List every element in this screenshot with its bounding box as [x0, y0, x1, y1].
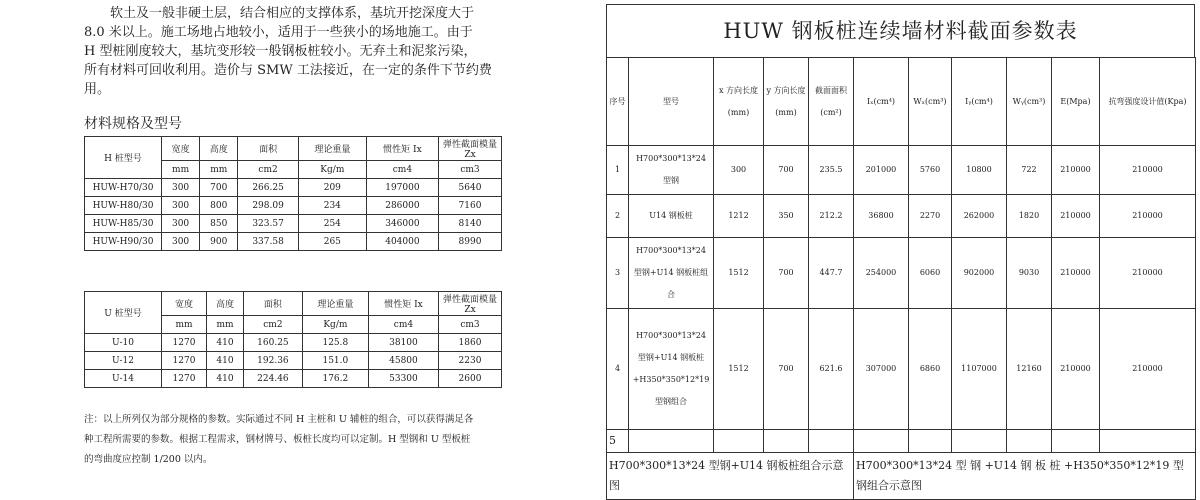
cell: U-10	[85, 334, 162, 352]
doc-title: HUW 钢板桩连续墙材料截面参数表	[606, 4, 1195, 57]
cell: 700	[764, 146, 809, 195]
cell: 323.57	[238, 215, 299, 233]
cell: 1270	[162, 370, 207, 388]
h-unit: mm	[200, 161, 238, 179]
m-head: 序号	[607, 58, 629, 146]
cell: 5640	[439, 179, 502, 197]
cell: 53300	[368, 370, 438, 388]
cell: 234	[298, 197, 366, 215]
cell: 1107000	[952, 309, 1007, 430]
left-page	[84, 0, 509, 470]
u-unit: mm	[206, 316, 243, 334]
u-unit: cm3	[439, 316, 502, 334]
h-head-model: H 桩型号	[85, 137, 162, 179]
cell: 700	[764, 238, 809, 309]
cell: HUW-H90/30	[85, 233, 162, 251]
note-line: 的弯曲度应控制 1/200 以内。	[84, 454, 213, 465]
cell: 254000	[854, 238, 909, 309]
cell: 2	[607, 195, 629, 238]
cell: 1512	[714, 309, 764, 430]
table-row	[607, 195, 1196, 238]
u-unit: cm4	[368, 316, 438, 334]
cell: 265	[298, 233, 366, 251]
cell: 212.2	[809, 195, 854, 238]
h-unit: mm	[162, 161, 200, 179]
cell: 3	[607, 238, 629, 309]
material-table	[606, 57, 1196, 500]
intro-line: 8.0 米以上。施工场地占地较小，适用于一些狭小的场地施工。由于	[84, 25, 473, 40]
cell: 9030	[1007, 238, 1052, 309]
cell	[629, 430, 714, 453]
cell: 6860	[909, 309, 952, 430]
intro-paragraph	[84, 4, 509, 99]
cell: 1820	[1007, 195, 1052, 238]
u-unit: Kg/m	[302, 316, 368, 334]
cell: HUW-H80/30	[85, 197, 162, 215]
table-row	[607, 309, 1196, 430]
m-head: Iₓ(cm⁴)	[854, 58, 909, 146]
cell: 298.09	[238, 197, 299, 215]
cell: 6060	[909, 238, 952, 309]
cell: H700*300*13*24 型钢+U14 钢板桩组合	[629, 238, 714, 309]
cell: 404000	[366, 233, 438, 251]
cell: 346000	[366, 215, 438, 233]
intro-line: H 型桩刚度较大，基坑变形较一般钢板桩较小。无弃土和泥浆污染，	[84, 44, 477, 59]
cell: 176.2	[302, 370, 368, 388]
intro-line: 所有材料可回收利用。造价与 SMW 工法接近，在一定的条件下节约费	[84, 63, 492, 78]
h-unit: Kg/m	[298, 161, 366, 179]
cell: 38100	[368, 334, 438, 352]
cell: 266.25	[238, 179, 299, 197]
cell: 1270	[162, 334, 207, 352]
cell: 197000	[366, 179, 438, 197]
table-row	[607, 146, 1196, 195]
note-line: 注：以上所列仅为部分规格的参数。实际通过不同 H 主桩和 U 辅桩的组合，可以获得满足各	[84, 414, 474, 425]
cell: 337.58	[238, 233, 299, 251]
cell: 210000	[1100, 309, 1196, 430]
cell: 192.36	[244, 352, 303, 370]
m-head: 型号	[629, 58, 714, 146]
cell	[714, 430, 764, 453]
cell: 210000	[1100, 195, 1196, 238]
cell: 722	[1007, 146, 1052, 195]
h-head-area: 面积	[238, 137, 299, 161]
u-head-model: U 桩型号	[85, 292, 162, 334]
table-row	[607, 238, 1196, 309]
cell: 300	[714, 146, 764, 195]
intro-line: 用。	[84, 82, 111, 97]
table-row	[607, 430, 1196, 453]
u-head-width: 宽度	[162, 292, 207, 316]
m-head: y 方向长度(mm)	[764, 58, 809, 146]
u-pile-table	[84, 291, 502, 388]
table-row	[85, 352, 502, 370]
table-row	[85, 334, 502, 352]
cell: 210000	[1100, 238, 1196, 309]
table-row	[85, 215, 502, 233]
cell: 900	[200, 233, 238, 251]
cell: 7160	[439, 197, 502, 215]
cell: 4	[607, 309, 629, 430]
cell: 2230	[439, 352, 502, 370]
h-head-width: 宽度	[162, 137, 200, 161]
cell: H700*300*13*24 型钢+U14 钢板桩+H350*350*12*19 型钢组合	[629, 309, 714, 430]
h-unit: cm4	[366, 161, 438, 179]
cell	[909, 430, 952, 453]
cell: 151.0	[302, 352, 368, 370]
table-row	[85, 179, 502, 197]
right-page	[606, 4, 1195, 500]
u-head-area: 面积	[244, 292, 303, 316]
cell: 36800	[854, 195, 909, 238]
cell: 210000	[1052, 238, 1100, 309]
cell: 125.8	[302, 334, 368, 352]
h-unit: cm3	[439, 161, 502, 179]
cell: 210000	[1052, 309, 1100, 430]
cell: 2270	[909, 195, 952, 238]
cell: 45800	[368, 352, 438, 370]
cell: 1212	[714, 195, 764, 238]
cell: 700	[764, 309, 809, 430]
cell: 5760	[909, 146, 952, 195]
cell	[1100, 430, 1196, 453]
cell: 262000	[952, 195, 1007, 238]
cell: 300	[162, 179, 200, 197]
cell: 12160	[1007, 309, 1052, 430]
cell: 2600	[439, 370, 502, 388]
h-head-ix: 惯性矩 Ix	[366, 137, 438, 161]
cell	[952, 430, 1007, 453]
u-unit: cm2	[244, 316, 303, 334]
cell: 410	[206, 352, 243, 370]
m-head: Wₓ(cm³)	[909, 58, 952, 146]
h-head-height: 高度	[200, 137, 238, 161]
cell: HUW-H70/30	[85, 179, 162, 197]
u-head-ix: 惯性矩 Ix	[368, 292, 438, 316]
cell: U-14	[85, 370, 162, 388]
table-row	[85, 233, 502, 251]
footer-right-caption: H700*300*13*24 型 钢 +U14 钢 板 桩 +H350*350*12*19 型钢组合示意图	[854, 453, 1196, 500]
m-head: x 方向长度(mm)	[714, 58, 764, 146]
cell: 210000	[1052, 195, 1100, 238]
cell: U-12	[85, 352, 162, 370]
cell: 160.25	[244, 334, 303, 352]
cell: 410	[206, 334, 243, 352]
cell	[1052, 430, 1100, 453]
cell: 209	[298, 179, 366, 197]
h-unit: cm2	[238, 161, 299, 179]
cell: 5	[607, 430, 629, 453]
h-head-weight: 理论重量	[298, 137, 366, 161]
footer-left-caption: H700*300*13*24 型钢+U14 钢板桩组合示意图	[607, 453, 854, 500]
cell: 800	[200, 197, 238, 215]
cell: 621.6	[809, 309, 854, 430]
cell: 1860	[439, 334, 502, 352]
cell: 410	[206, 370, 243, 388]
cell: 902000	[952, 238, 1007, 309]
cell: 300	[162, 233, 200, 251]
m-head: 抗弯强度设计值(Kpa)	[1100, 58, 1196, 146]
cell: 10800	[952, 146, 1007, 195]
h-pile-table	[84, 136, 502, 251]
u-head-zx: 弹性截面模量 Zx	[439, 292, 502, 316]
cell: 850	[200, 215, 238, 233]
cell: 201000	[854, 146, 909, 195]
cell	[854, 430, 909, 453]
cell: 447.7	[809, 238, 854, 309]
cell: 210000	[1052, 146, 1100, 195]
cell: 8140	[439, 215, 502, 233]
cell: 300	[162, 215, 200, 233]
cell: 307000	[854, 309, 909, 430]
footnote	[84, 410, 509, 470]
cell: 8990	[439, 233, 502, 251]
section-title: 材料规格及型号	[84, 116, 182, 132]
cell: 700	[200, 179, 238, 197]
cell: HUW-H85/30	[85, 215, 162, 233]
cell: 254	[298, 215, 366, 233]
m-head: E(Mpa)	[1052, 58, 1100, 146]
cell: 300	[162, 197, 200, 215]
cell: 224.46	[244, 370, 303, 388]
cell: 1	[607, 146, 629, 195]
intro-line: 软土及一般非硬土层，结合相应的支撑体系，基坑开挖深度大于	[110, 6, 475, 21]
note-line: 种工程所需要的参数。根据工程需求，钢材牌号、板桩长度均可以定制。H 型钢和 U 型板桩	[84, 434, 471, 445]
h-head-zx: 弹性截面模量 Zx	[439, 137, 502, 161]
cell: 235.5	[809, 146, 854, 195]
cell	[764, 430, 809, 453]
cell: 286000	[366, 197, 438, 215]
cell: 1270	[162, 352, 207, 370]
cell	[1007, 430, 1052, 453]
table-row	[85, 370, 502, 388]
cell: U14 钢板桩	[629, 195, 714, 238]
cell: 210000	[1100, 146, 1196, 195]
m-head: 截面面积(cm²)	[809, 58, 854, 146]
m-head: Wᵧ(cm³)	[1007, 58, 1052, 146]
cell	[809, 430, 854, 453]
cell: H700*300*13*24 型钢	[629, 146, 714, 195]
cell: 350	[764, 195, 809, 238]
u-unit: mm	[162, 316, 207, 334]
u-head-height: 高度	[206, 292, 243, 316]
cell: 1512	[714, 238, 764, 309]
table-row	[85, 197, 502, 215]
m-head: Iᵧ(cm⁴)	[952, 58, 1007, 146]
u-head-weight: 理论重量	[302, 292, 368, 316]
